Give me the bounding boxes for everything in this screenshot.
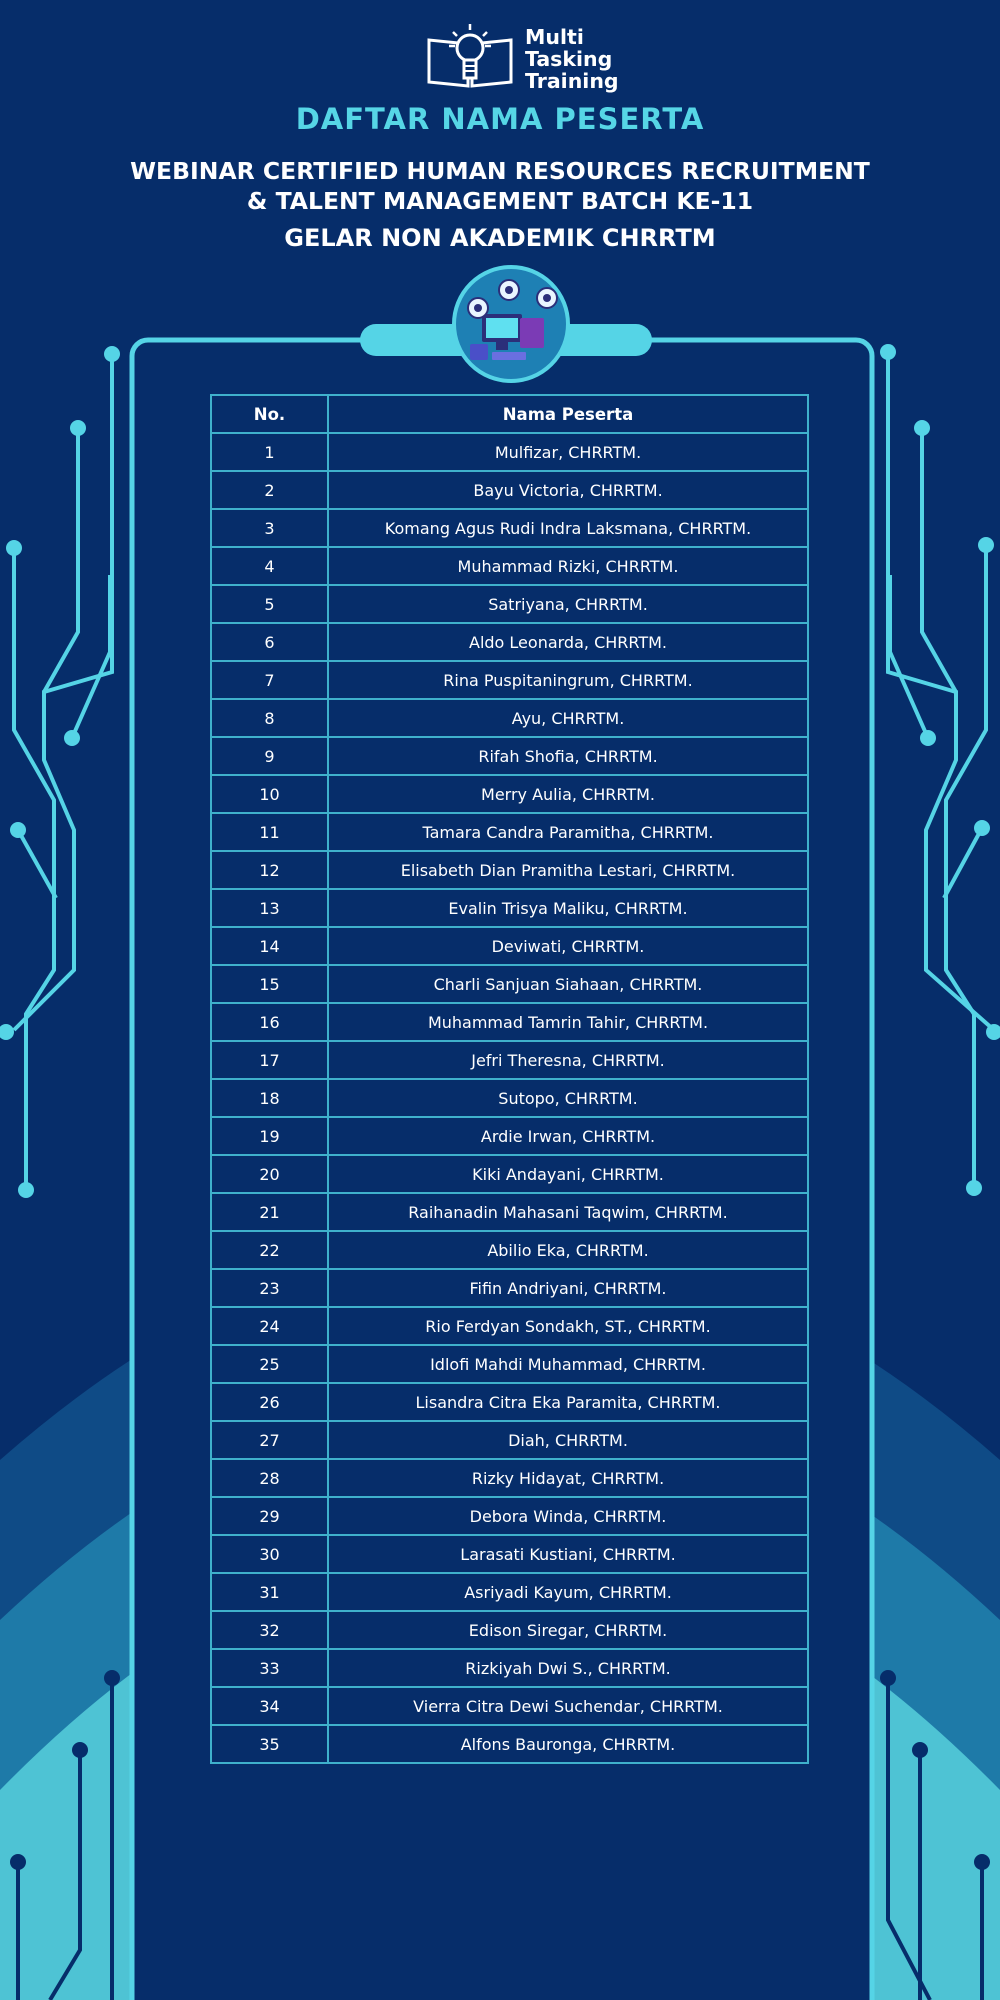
participant-name: Sutopo, CHRRTM. <box>328 1079 808 1117</box>
table-row <box>211 623 808 661</box>
row-number: 2 <box>211 471 328 509</box>
row-number: 23 <box>211 1269 328 1307</box>
left-circuit-lines <box>14 354 112 1190</box>
book-lightbulb-icon <box>425 24 515 96</box>
participant-name: Muhammad Tamrin Tahir, CHRRTM. <box>328 1003 808 1041</box>
table-row <box>211 851 808 889</box>
right-circuit-lines <box>888 352 994 1188</box>
table-row <box>211 471 808 509</box>
participant-name: Abilio Eka, CHRRTM. <box>328 1231 808 1269</box>
row-number: 1 <box>211 433 328 471</box>
row-number: 8 <box>211 699 328 737</box>
row-number: 18 <box>211 1079 328 1117</box>
brand-line-1: Multi <box>525 25 584 49</box>
table-row <box>211 927 808 965</box>
table-row <box>211 509 808 547</box>
row-number: 3 <box>211 509 328 547</box>
brand-logo <box>425 24 625 96</box>
participant-name: Larasati Kustiani, CHRRTM. <box>328 1535 808 1573</box>
row-number: 34 <box>211 1687 328 1725</box>
page-title: DAFTAR NAMA PESERTA <box>295 102 705 136</box>
table-row <box>211 547 808 585</box>
table-row <box>211 775 808 813</box>
participant-table <box>210 394 809 1764</box>
row-number: 27 <box>211 1421 328 1459</box>
row-number: 15 <box>211 965 328 1003</box>
participant-name: Raihanadin Mahasani Taqwim, CHRRTM. <box>328 1193 808 1231</box>
row-number: 21 <box>211 1193 328 1231</box>
table-row <box>211 1649 808 1687</box>
row-number: 28 <box>211 1459 328 1497</box>
table-header-row <box>211 395 808 433</box>
participant-name: Mulfizar, CHRRTM. <box>328 433 808 471</box>
left-circuit-nodes <box>0 346 120 1198</box>
table-row <box>211 1421 808 1459</box>
participant-name: Kiki Andayani, CHRRTM. <box>328 1155 808 1193</box>
participant-name: Jefri Theresna, CHRRTM. <box>328 1041 808 1079</box>
table-row <box>211 1345 808 1383</box>
webinar-title-line-1: WEBINAR CERTIFIED HUMAN RESOURCES RECRUITMENT <box>130 157 870 185</box>
participant-name: Idlofi Mahdi Muhammad, CHRRTM. <box>328 1345 808 1383</box>
row-number: 31 <box>211 1573 328 1611</box>
participant-name: Charli Sanjuan Siahaan, CHRRTM. <box>328 965 808 1003</box>
row-number: 7 <box>211 661 328 699</box>
header-number: No. <box>211 395 328 433</box>
participant-name: Lisandra Citra Eka Paramita, CHRRTM. <box>328 1383 808 1421</box>
participant-name: Deviwati, CHRRTM. <box>328 927 808 965</box>
table-row <box>211 1497 808 1535</box>
participant-name: Rizky Hidayat, CHRRTM. <box>328 1459 808 1497</box>
participant-name: Ardie Irwan, CHRRTM. <box>328 1117 808 1155</box>
right-circuit-nodes <box>880 344 1000 1196</box>
row-number: 20 <box>211 1155 328 1193</box>
row-number: 30 <box>211 1535 328 1573</box>
table-row <box>211 1611 808 1649</box>
participant-name: Rifah Shofia, CHRRTM. <box>328 737 808 775</box>
row-number: 6 <box>211 623 328 661</box>
row-number: 26 <box>211 1383 328 1421</box>
table-row <box>211 1079 808 1117</box>
webinar-title <box>0 156 1000 216</box>
row-number: 12 <box>211 851 328 889</box>
table-row <box>211 1193 808 1231</box>
row-number: 11 <box>211 813 328 851</box>
table-row <box>211 1535 808 1573</box>
participant-name: Alfons Bauronga, CHRRTM. <box>328 1725 808 1763</box>
row-number: 9 <box>211 737 328 775</box>
participant-name: Fifin Andriyani, CHRRTM. <box>328 1269 808 1307</box>
table-row <box>211 1231 808 1269</box>
row-number: 13 <box>211 889 328 927</box>
table-row <box>211 1117 808 1155</box>
row-number: 14 <box>211 927 328 965</box>
table-row <box>211 1573 808 1611</box>
participant-name: Elisabeth Dian Pramitha Lestari, CHRRTM. <box>328 851 808 889</box>
table-row <box>211 965 808 1003</box>
brand-line-3: Training <box>525 69 619 93</box>
row-number: 33 <box>211 1649 328 1687</box>
participant-name: Komang Agus Rudi Indra Laksmana, CHRRTM. <box>328 509 808 547</box>
table-row <box>211 661 808 699</box>
brand-name <box>525 26 619 92</box>
table-row <box>211 1307 808 1345</box>
webinar-title-line-2: & TALENT MANAGEMENT BATCH KE-11 <box>246 187 754 215</box>
participant-name: Muhammad Rizki, CHRRTM. <box>328 547 808 585</box>
table-row <box>211 1003 808 1041</box>
participant-name: Evalin Trisya Maliku, CHRRTM. <box>328 889 808 927</box>
degree-title: GELAR NON AKADEMIK CHRRTM <box>284 224 716 252</box>
table-row <box>211 699 808 737</box>
table-row <box>211 1269 808 1307</box>
participant-name: Merry Aulia, CHRRTM. <box>328 775 808 813</box>
participant-name: Debora Winda, CHRRTM. <box>328 1497 808 1535</box>
participant-name: Tamara Candra Paramitha, CHRRTM. <box>328 813 808 851</box>
participant-name: Rina Puspitaningrum, CHRRTM. <box>328 661 808 699</box>
participant-name: Diah, CHRRTM. <box>328 1421 808 1459</box>
participant-name: Rio Ferdyan Sondakh, ST., CHRRTM. <box>328 1307 808 1345</box>
table-row <box>211 1687 808 1725</box>
participant-name: Aldo Leonarda, CHRRTM. <box>328 623 808 661</box>
participant-name: Asriyadi Kayum, CHRRTM. <box>328 1573 808 1611</box>
table-row <box>211 585 808 623</box>
row-number: 17 <box>211 1041 328 1079</box>
participant-name: Edison Siregar, CHRRTM. <box>328 1611 808 1649</box>
row-number: 35 <box>211 1725 328 1763</box>
row-number: 5 <box>211 585 328 623</box>
row-number: 24 <box>211 1307 328 1345</box>
row-number: 4 <box>211 547 328 585</box>
participant-name: Bayu Victoria, CHRRTM. <box>328 471 808 509</box>
participant-name: Rizkiyah Dwi S., CHRRTM. <box>328 1649 808 1687</box>
table-row <box>211 433 808 471</box>
row-number: 32 <box>211 1611 328 1649</box>
row-number: 22 <box>211 1231 328 1269</box>
participant-rows <box>211 433 808 1763</box>
row-number: 16 <box>211 1003 328 1041</box>
table-row <box>211 737 808 775</box>
table-row <box>211 1383 808 1421</box>
table-row <box>211 889 808 927</box>
row-number: 29 <box>211 1497 328 1535</box>
header-participant-name: Nama Peserta <box>328 395 808 433</box>
participant-name: Vierra Citra Dewi Suchendar, CHRRTM. <box>328 1687 808 1725</box>
row-number: 25 <box>211 1345 328 1383</box>
brand-line-2: Tasking <box>525 47 613 71</box>
participant-name: Satriyana, CHRRTM. <box>328 585 808 623</box>
table-row <box>211 1041 808 1079</box>
row-number: 10 <box>211 775 328 813</box>
table-row <box>211 1725 808 1763</box>
table-row <box>211 813 808 851</box>
participant-name: Ayu, CHRRTM. <box>328 699 808 737</box>
table-row <box>211 1459 808 1497</box>
table-row <box>211 1155 808 1193</box>
row-number: 19 <box>211 1117 328 1155</box>
